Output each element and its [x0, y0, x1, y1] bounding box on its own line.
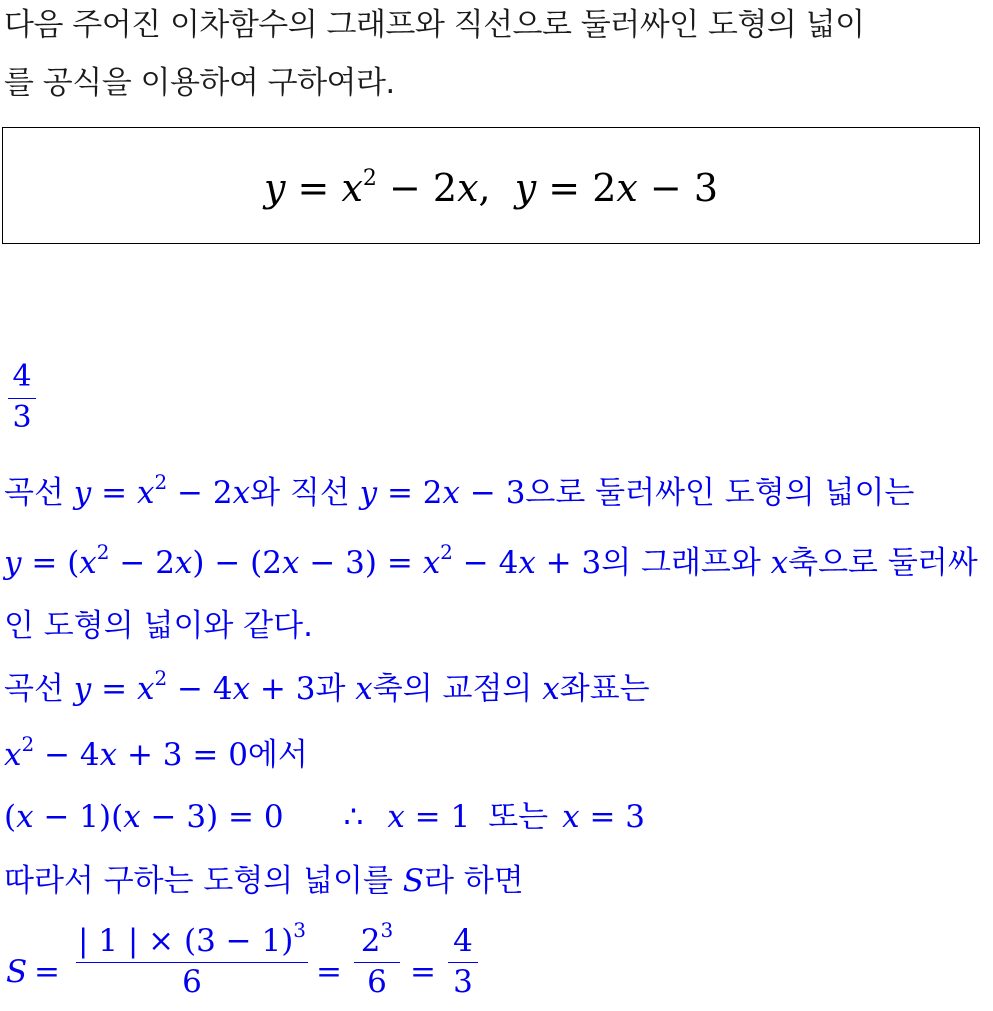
fraction-result: 4 3: [448, 926, 478, 998]
therefore-symbol: ∴: [343, 799, 364, 835]
solution-line-7: 따라서 구하는 도형의 넓이를 S라 하면: [4, 863, 524, 899]
equation-box: [2, 127, 980, 244]
area-symbol: S: [6, 954, 28, 990]
solution-line-2: $y = (x^2 - 2x) - (2x - 3) = x^2 - 4x + 3$의 그래프와 x축으로 둘러싸: [4, 540, 978, 581]
solution-line-1: 곡선 $y = x^2 - 2x$와 직선 y = 2x − 3으로 둘러싸인 도형의 넓이는: [4, 470, 915, 511]
solution-line-6: (x − 1)(x − 3) = 0 ∴ x = 1 또는 x = 3: [4, 799, 646, 835]
answer-fraction: [8, 359, 36, 435]
solution-line-3: 인 도형의 넓이와 같다.: [4, 608, 313, 644]
answer-denominator: 3: [12, 400, 32, 435]
solution-line-5: $x^2 - 4x + 3 = 0$에서: [4, 732, 308, 773]
problem-line-1: 다음 주어진 이차함수의 그래프와 직선으로 둘러싸인 도형의 넓이: [4, 7, 865, 43]
fraction-power: $2^3$ 6: [354, 926, 400, 998]
solution-line-8: S = | 1 | × $(3 - 1)^3$ 6 = $2^3$ 6 = 4 3: [4, 926, 564, 1011]
given-equations: $y = x^2 - 2x$, y = 2x − 3: [263, 166, 719, 210]
problem-line-2: 를 공식을 이용하여 구하여라.: [4, 65, 395, 101]
answer-numerator: 4: [12, 359, 32, 394]
fraction-formula: | 1 | × $(3 - 1)^3$ 6: [77, 918, 307, 1000]
solution-line-4: 곡선 $y = x^2 - 4x + 3$과 x축의 교점의 x좌표는: [4, 666, 650, 707]
